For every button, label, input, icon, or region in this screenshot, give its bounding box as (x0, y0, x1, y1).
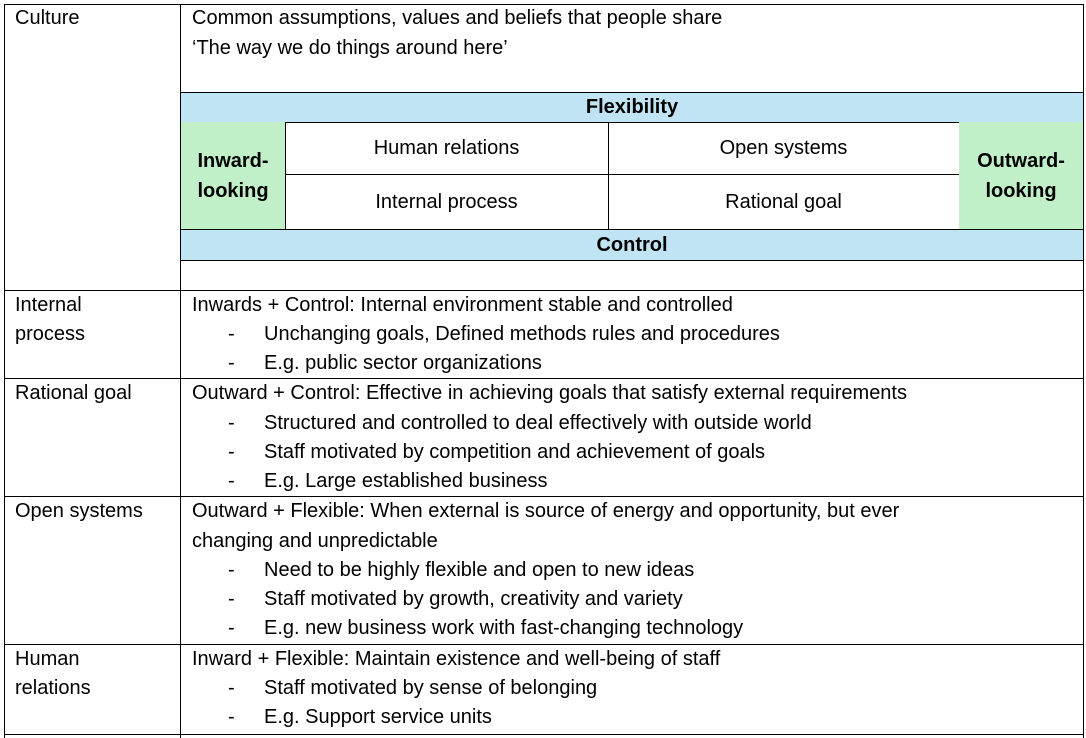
quadrant-human-relations: Human relations (285, 122, 609, 175)
quadrant-open-systems: Open systems (608, 122, 960, 175)
bullet-text: Staff motivated by growth, creativity and variety (264, 588, 683, 610)
culture-label: Culture (15, 7, 80, 29)
bullet-text: E.g. new business work with fast-changing technology (264, 617, 744, 639)
bullet-text: Structured and controlled to deal effectively with outside world (264, 412, 812, 434)
bullet-dash: - (228, 677, 235, 699)
quadrant-rational-goal: Rational goal (608, 174, 960, 230)
bullet-text: E.g. Support service units (264, 706, 492, 728)
culture-saying: ‘The way we do things around here’ (192, 37, 508, 59)
bullet-text: E.g. public sector organizations (264, 352, 542, 374)
bullet-text: E.g. Large established business (264, 470, 548, 492)
bullet-text: Unchanging goals, Defined methods rules and procedures (264, 323, 780, 345)
row-description: Outward + Control: Effective in achieving goals that satisfy external requirements (192, 382, 907, 404)
bullet-dash: - (228, 441, 235, 463)
bullet-dash: - (228, 617, 235, 639)
bullet-text: Staff motivated by sense of belonging (264, 677, 598, 699)
row-description: Inward + Flexible: Maintain existence and well-being of staff (192, 648, 721, 670)
row-label: Human (15, 648, 80, 670)
table-border-left (4, 4, 5, 738)
row-label: Open systems (15, 500, 143, 522)
culture-definition: Common assumptions, values and beliefs that people share (192, 7, 723, 29)
outward-looking-label (959, 122, 1084, 230)
row-label: Internal (15, 294, 82, 316)
bullet-dash: - (228, 352, 235, 374)
bullet-text: Need to be highly flexible and open to new ideas (264, 559, 695, 581)
outward-looking-line1: Outward- (977, 150, 1065, 172)
row-label: process (15, 323, 86, 345)
row-description: Inwards + Control: Internal environment stable and controlled (192, 294, 733, 316)
row-divider (4, 734, 1084, 735)
inward-looking-line1: Inward- (197, 150, 269, 172)
flexibility-axis-label: Flexibility (180, 92, 1084, 123)
quadrant-internal-process: Internal process (285, 174, 609, 230)
inward-looking-label (180, 122, 286, 230)
control-axis-label: Control (180, 229, 1084, 261)
bullet-dash: - (228, 470, 235, 492)
bullet-dash: - (228, 559, 235, 581)
bullet-dash: - (228, 323, 235, 345)
inward-looking-line2: looking (197, 180, 269, 202)
bullet-dash: - (228, 588, 235, 610)
row-label: Rational goal (15, 382, 132, 404)
bullet-text: Staff motivated by competition and achievement of goals (264, 441, 766, 463)
outward-looking-line2: looking (985, 180, 1057, 202)
row-description: Outward + Flexible: When external is source of energy and opportunity, but ever (192, 500, 900, 522)
bullet-dash: - (228, 412, 235, 434)
row-description: changing and unpredictable (192, 530, 438, 552)
row-label: relations (15, 677, 91, 699)
bullet-dash: - (228, 706, 235, 728)
